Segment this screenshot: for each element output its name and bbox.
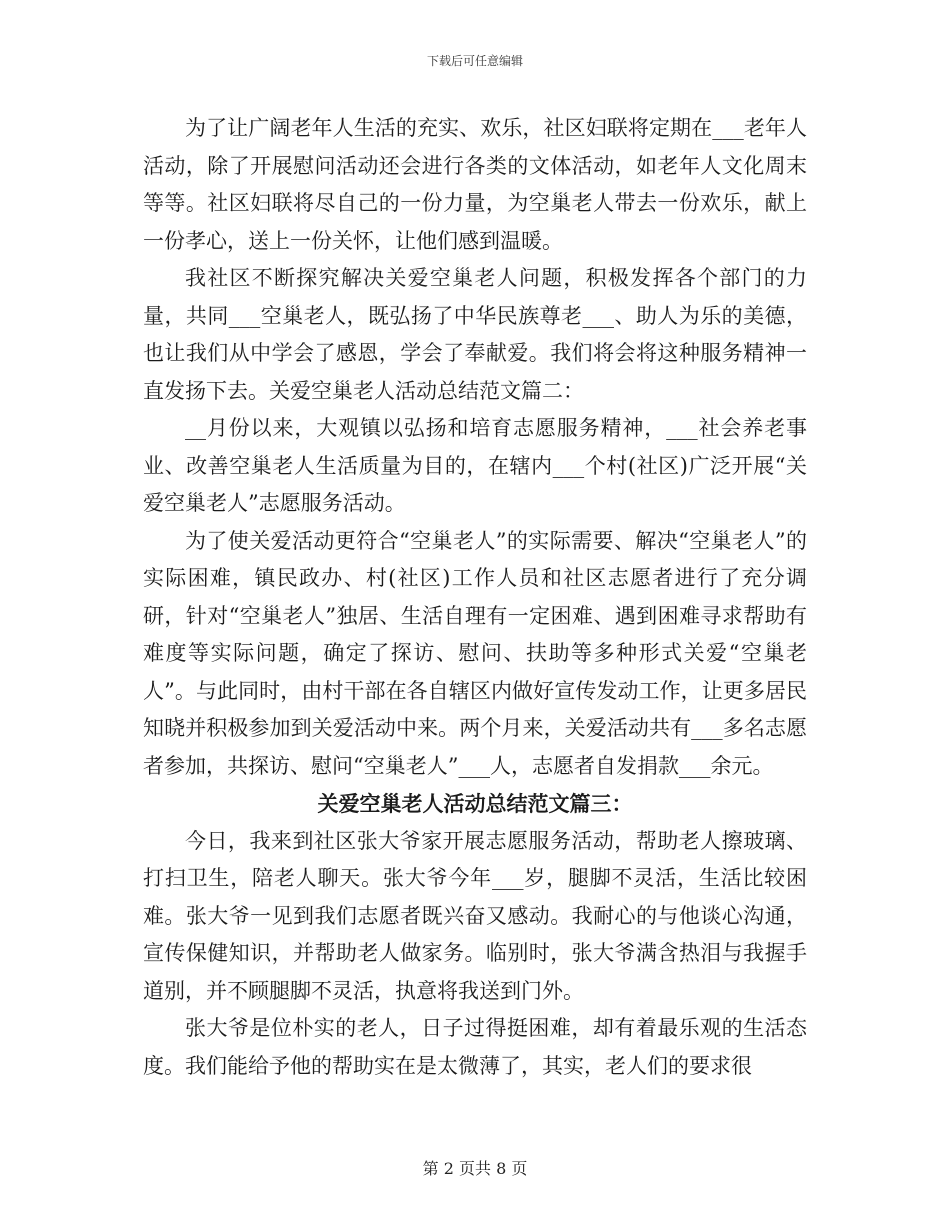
page-header-note: 下载后可任意编辑 [426, 54, 523, 68]
paragraph-2: 我社区不断探究解决关爱空巢老人问题，积极发挥各个部门的力量，共同___空巢老人，既弘扬了中华民族尊老___、助人为乐的美德，也让我们从中学会了感恩，学会了奉献爱。我们将会将这种服务精神一直发扬下去。关爱空巢老人活动总结范文篇二： [143, 266, 807, 403]
paragraph-5: 今日，我来到社区张大爷家开展志愿服务活动，帮助老人擦玻璃、打扫卫生，陪老人聊天。张大爷今年___岁，腿脚不灵活，生活比较困难。张大爷一见到我们志愿者既兴奋又感动。我耐心的与他谈心沟通，宣传保健知识，并帮助老人做家务。临别时，张大爷满含热泪与我握手道别，并不顾腿脚不灵活，执意将我送到门外。 [143, 828, 807, 1003]
paragraph-3: __月份以来，大观镇以弘扬和培育志愿服务精神，___社会养老事业、改善空巢老人生活质量为目的，在辖内___个村(社区)广泛开展“关爱空巢老人”志愿服务活动。 [143, 416, 807, 515]
paragraph-6: 张大爷是位朴实的老人，日子过得挺困难，却有着最乐观的生活态度。我们能给予他的帮助实在是太微薄了，其实，老人们的要求很 [143, 1016, 807, 1078]
document-body [143, 110, 807, 1085]
paragraph-4: 为了使关爱活动更符合“空巢老人”的实际需要、解决“空巢老人”的实际困难，镇民政办、村(社区)工作人员和社区志愿者进行了充分调研，针对“空巢老人”独居、生活自理有一定困难、遇到困难寻求帮助有难度等实际问题，确定了探访、慰问、扶助等多种形式关爱“空巢老人”。与此同时，由村干部在各自辖区内做好宣传发动工作，让更多居民知晓并积极参加到关爱活动中来。两个月来，关爱活动共有___多名志愿者参加，共探访、慰问“空巢老人”___人，志愿者自发捐款___余元。 [143, 528, 807, 778]
paragraph-1: 为了让广阔老年人生活的充实、欢乐，社区妇联将定期在___老年人活动，除了开展慰问活动还会进行各类的文体活动，如老年人文化周末等等。社区妇联将尽自己的一份力量，为空巢老人带去一份欢乐，献上一份孝心，送上一份关怀，让他们感到温暖。 [143, 116, 807, 253]
page-number: 第 2 页共 8 页 [422, 1159, 528, 1178]
section-heading-3: 关爱空巢老人活动总结范文篇三： [317, 791, 633, 816]
